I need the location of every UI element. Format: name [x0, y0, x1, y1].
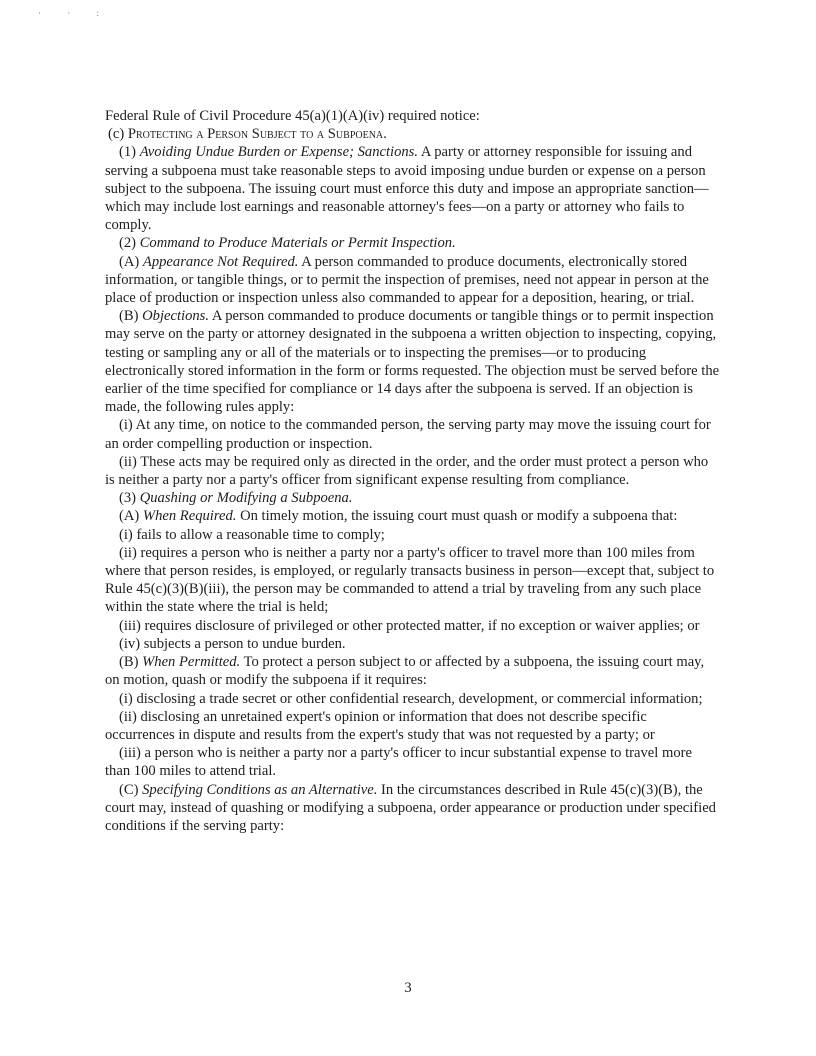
paragraph-c3a-ii: [105, 544, 720, 617]
paragraph-c3b: [105, 653, 720, 689]
paragraph-text: requires a person who is neither a party nor a party's officer to travel more than 100 miles from where that person resides, is employed, or regularly transacts business in person—except that, subject to Rule 45(c)(3)(B)(iii), the person may be commanded to attend a trial by traveling from any such place within the state where the trial is held;: [105, 544, 715, 616]
paragraph-heading: When Permitted.: [142, 654, 241, 671]
paragraph-heading: Quashing or Modifying a Subpoena.: [139, 490, 353, 507]
paragraph-heading: Avoiding Undue Burden or Expense; Sanctions.: [139, 144, 418, 161]
paragraph-c3a-iv: [105, 635, 720, 653]
paragraph-text: A person commanded to produce documents, electronically stored information, or tangible things, or to permit the inspection of premises, need not appear in person at the place of production or inspection unless also commanded to appear for a deposition, hearing, or trial.: [105, 253, 709, 307]
paragraph-text: disclosing an unretained expert's opinion or information that does not describe specific occurrences in dispute and results from the expert's study that was not requested by a party; or: [105, 708, 655, 743]
paragraph-label: (A): [119, 508, 140, 525]
document-body: [105, 107, 720, 835]
paragraph-label: (iv): [119, 635, 141, 652]
paragraph-label: (ii): [119, 708, 137, 725]
paragraph-label: (i): [119, 417, 133, 434]
paragraph-c3b-i: [105, 690, 720, 708]
paragraph-label: (A): [119, 253, 140, 270]
paragraph-label: (3): [119, 490, 137, 507]
paragraph-text: These acts may be required only as directed in the order, and the order must protect a person who is neither a party nor a party's officer from significant expense resulting from compliance.: [105, 453, 709, 489]
page-number: 3: [404, 980, 412, 996]
paragraph-heading: Objections.: [142, 308, 210, 325]
paragraph-label: (1): [119, 144, 137, 161]
paragraph-text: disclosing a trade secret or other confidential research, development, or commercial information;: [136, 690, 703, 707]
paragraph-heading: When Required.: [142, 508, 237, 525]
paragraph-c3a-iii: [105, 617, 720, 635]
paragraph-label: (iii): [119, 617, 141, 634]
paragraph-label: (B): [119, 308, 139, 325]
paragraph-text: A party or attorney responsible for issuing and serving a subpoena must take reasonable steps to avoid imposing undue burden or expense on a person subject to the subpoena. The issuing court must enforce this duty and impose an appropriate sanction—which may include lost earnings and reasonable attorney's fees—on a party or attorney who fails to comply.: [105, 144, 709, 234]
paragraph-label: (2): [119, 235, 137, 252]
paragraph-text: On timely motion, the issuing court must quash or modify a subpoena that:: [240, 508, 678, 525]
paragraph-c3c: [105, 781, 720, 836]
paragraph-c3: [105, 489, 720, 507]
paragraph-label: (B): [119, 654, 139, 671]
paragraph-c3b-ii: [105, 708, 720, 744]
section-c-label: (c): [108, 126, 125, 143]
paragraph-c1: [105, 143, 720, 234]
paragraph-label: (iii): [119, 745, 141, 762]
paragraph-c2b-ii: [105, 453, 720, 489]
paragraph-text: requires disclosure of privileged or other protected matter, if no exception or waiver applies; or: [144, 617, 700, 634]
paragraph-text: a person who is neither a party nor a party's officer to incur substantial expense to travel more than 100 miles to attend trial.: [105, 745, 692, 780]
paragraph-c2: [105, 234, 720, 252]
paragraph-text: At any time, on notice to the commanded person, the serving party may move the issuing court for an order compelling production or inspection.: [105, 417, 711, 452]
paragraph-label: (i): [119, 526, 133, 543]
paragraph-c2b: [105, 307, 720, 416]
paragraph-c3a: [105, 507, 720, 525]
paragraph-text: To protect a person subject to or affected by a subpoena, the issuing court may, on motion, quash or modify the subpoena if it requires:: [105, 654, 705, 689]
paragraph-c3b-iii: [105, 744, 720, 780]
intro-line: Federal Rule of Civil Procedure 45(a)(1)(A)(iv) required notice:: [105, 108, 480, 124]
section-c-title: Protecting a Person Subject to a Subpoena.: [127, 126, 387, 143]
paragraph-heading: Command to Produce Materials or Permit Inspection.: [139, 235, 456, 252]
paragraph-c2b-i: [105, 416, 720, 452]
scan-marks: · · :: [38, 8, 111, 18]
paragraph-c3a-i: [105, 526, 720, 544]
paragraph-heading: Specifying Conditions as an Alternative.: [142, 781, 378, 798]
paragraph-text: A person commanded to produce documents or tangible things or to permit inspection may serve on the party or attorney designated in the subpoena a written objection to inspecting, copying, testing or sampling any or all of the materials or to inspecting the premises—or to producing electronically stored information in the form or forms requested. The objection must be served before the earlier of the time specified for compliance or 14 days after the subpoena is served. If an objection is made, the following rules apply:: [105, 308, 720, 416]
paragraph-c2a: [105, 253, 720, 308]
paragraph-label: (C): [119, 781, 139, 798]
section-c-heading: [105, 125, 720, 143]
paragraph-label: (i): [119, 690, 133, 707]
paragraph-text: subjects a person to undue burden.: [143, 635, 346, 652]
paragraph-label: (ii): [119, 453, 137, 470]
paragraph-text: fails to allow a reasonable time to comply;: [136, 526, 385, 543]
paragraph-heading: Appearance Not Required.: [142, 253, 299, 270]
paragraph-label: (ii): [119, 544, 137, 561]
paragraph-text: In the circumstances described in Rule 45(c)(3)(B), the court may, instead of quashing or modifying a subpoena, order appearance or production under specified conditions if the serving party:: [105, 781, 716, 834]
